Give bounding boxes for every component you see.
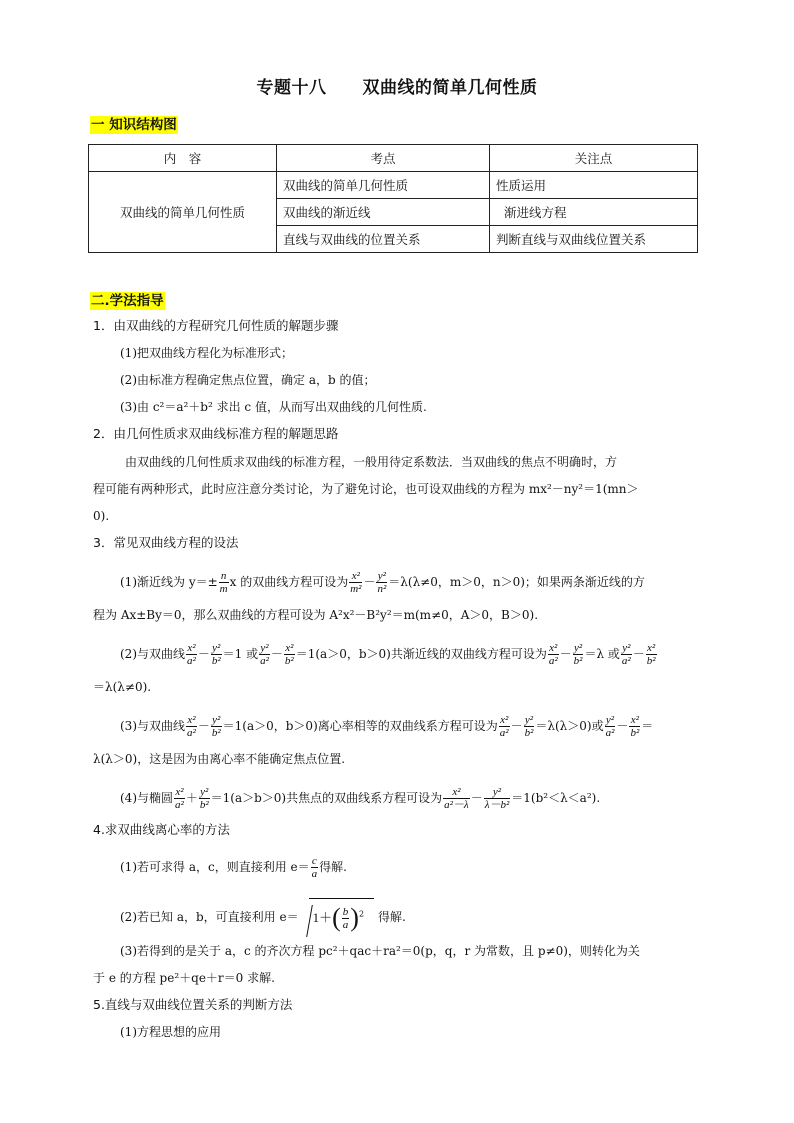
sqrt-expression: 1＋( $\frac{b}{a}$ )$^2$: [309, 898, 374, 937]
formula-line: [120, 898, 406, 937]
fraction: [311, 855, 319, 880]
formula-line: [120, 714, 653, 739]
frac-den: a: [342, 918, 349, 931]
frac-num: x²: [285, 642, 294, 654]
table-cell-point: 直线与双曲线的位置关系: [277, 226, 490, 253]
fraction: [629, 714, 640, 739]
fraction: [342, 906, 350, 931]
table-cell-focus: 判断直线与双曲线位置关系: [490, 226, 698, 253]
frac-den: b²: [646, 655, 656, 667]
section-knowledge-structure: 一 知识结构图: [91, 117, 177, 133]
frac-den: b²: [630, 727, 640, 739]
frac-den: a²－λ: [444, 799, 469, 811]
table-cell-content: 双曲线的简单几何性质: [89, 172, 277, 253]
frac-den: a²: [621, 655, 631, 667]
frac-den: a²: [548, 655, 558, 667]
section-study-guide: 二.学法指导: [91, 293, 164, 309]
frac-num: c: [311, 855, 317, 867]
text-line: 程为 Ax±By＝0，那么双曲线的方程可设为 A²x²－B²y²＝m(m≠0，A＞0，B＞0).: [93, 608, 539, 622]
frac-num: y²: [524, 714, 534, 726]
frac-num: y²: [260, 642, 269, 654]
op: －: [197, 719, 210, 733]
text-line: (1)把双曲线方程化为标准形式；: [120, 346, 293, 360]
fraction: [621, 642, 632, 667]
frac-num: x²: [630, 714, 639, 726]
text-line: (2)由标准方程确定焦点位置，确定 a，b 的值；: [120, 373, 376, 387]
frac-den: a²: [605, 727, 615, 739]
text-line: 由双曲线的几何性质求双曲线的标准方程，一般用待定系数法．当双曲线的焦点不明确时，方: [125, 455, 618, 469]
frac-den: b²: [211, 655, 221, 667]
frac-den: λ－b²: [484, 799, 510, 811]
text-part: (2)与双曲线: [120, 647, 185, 661]
frac-num: x²: [349, 570, 362, 583]
fraction: [211, 714, 222, 739]
text-part: (4)与椭圆: [120, 791, 173, 805]
text-line: (3)若得到的是关于 a，c 的齐次方程 pc²＋qac＋ra²＝0(p，q，r 为常数，且 p≠0)，则转化为关: [120, 944, 640, 958]
fraction: [443, 786, 470, 811]
formula-line: [120, 786, 600, 811]
frac-num: y²: [622, 642, 631, 654]
op: －: [270, 647, 283, 661]
frac-den: a²: [499, 727, 509, 739]
op: －: [470, 791, 483, 805]
text-part: x 的双曲线方程可设为: [229, 575, 349, 589]
fraction: [548, 642, 559, 667]
table-cell-point: 双曲线的渐近线: [277, 199, 490, 226]
fraction: [484, 786, 511, 811]
fraction: [199, 786, 210, 811]
frac-den: n²: [377, 583, 387, 595]
table-header: 内 容: [89, 145, 277, 172]
text-part: 得解.: [319, 860, 347, 874]
frac-num: y²: [377, 570, 386, 582]
frac-num: y²: [212, 642, 221, 654]
fraction: [646, 642, 657, 667]
fraction: [211, 642, 222, 667]
page-title: [0, 73, 794, 98]
formula-line: [120, 570, 645, 595]
text-part: (1)渐近线为 y＝±: [120, 575, 218, 589]
frac-num: x²: [187, 642, 196, 654]
frac-den: a²: [175, 799, 184, 811]
table-header: 关注点: [490, 145, 698, 172]
text-line: 于 e 的方程 pe²＋qe＋r＝0 求解.: [93, 971, 275, 985]
fraction: [349, 570, 362, 595]
text-line: ＝λ(λ≠0).: [93, 680, 152, 694]
fraction: [573, 642, 584, 667]
frac-den: b²: [211, 727, 221, 739]
frac-num: x²: [443, 786, 470, 799]
text-line: (3)由 c²＝a²＋b² 求出 c 值，从而写出双曲线的几何性质.: [120, 400, 427, 414]
paren: (: [332, 903, 341, 932]
op: －: [632, 647, 645, 661]
heading-1: 1．由双曲线的方程研究几何性质的解题步骤: [93, 318, 339, 333]
text-part: ＝1(b²＜λ＜a²).: [511, 791, 601, 805]
frac-den: a²: [260, 655, 269, 667]
text-part: ＝1(a＞0，b＞0)离心率相等的双曲线系方程可设为: [222, 719, 498, 733]
frac-den: b²: [284, 655, 294, 667]
frac-den: m²: [350, 583, 362, 595]
heading-4: 4.求双曲线离心率的方法: [93, 822, 230, 837]
op: －: [616, 719, 629, 733]
text-part: (1)若可求得 a，c，则直接利用 e＝: [120, 860, 310, 874]
fraction: [376, 570, 387, 595]
fraction: [499, 714, 510, 739]
frac-num: y²: [605, 714, 615, 726]
frac-num: y²: [212, 714, 221, 726]
heading-3: 3．常见双曲线方程的设法: [93, 535, 239, 550]
fraction: [605, 714, 616, 739]
text-part: ＝λ(λ≠0，m＞0，n＞0)；如果两条渐近线的方: [388, 575, 645, 589]
text-part: ＝λ 或: [584, 647, 620, 661]
heading-5: 5.直线与双曲线位置关系的判断方法: [93, 997, 293, 1012]
fraction: [259, 642, 270, 667]
fraction: [284, 642, 295, 667]
text-part: ＝1(a＞0，b＞0)共渐近线的双曲线方程可设为: [295, 647, 547, 661]
frac-den: b²: [573, 655, 583, 667]
table-cell-focus: 性质运用: [490, 172, 698, 199]
title-part1: 专题十八: [256, 78, 327, 98]
formula-line: [120, 642, 658, 667]
text-part: (2)若已知 a，b，可直接利用 e＝: [120, 910, 299, 924]
frac-den: b²: [524, 727, 534, 739]
frac-num: x²: [500, 714, 509, 726]
frac-den: b²: [199, 799, 209, 811]
table-row: [89, 172, 698, 199]
frac-num: x²: [175, 786, 184, 798]
table-header-row: [89, 145, 698, 172]
fraction: [174, 786, 185, 811]
sqrt-term: 1＋: [312, 910, 333, 925]
fraction: [524, 714, 535, 739]
fraction: [186, 642, 197, 667]
op: ＋: [185, 791, 198, 805]
frac-den: a: [311, 868, 318, 880]
frac-num: x²: [549, 642, 558, 654]
fraction: [186, 714, 197, 739]
frac-num: b: [342, 905, 349, 918]
heading-2: 2．由几何性质求双曲线标准方程的解题思路: [93, 426, 339, 441]
frac-den: a²: [187, 655, 196, 667]
title-part2: 双曲线的简单几何性质: [362, 78, 538, 98]
table-header: 考点: [277, 145, 490, 172]
text-part: 得解.: [378, 910, 406, 924]
text-line: λ(λ＞0)，这是因为由离心率不能确定焦点位置.: [93, 752, 346, 766]
paren: ): [350, 903, 359, 932]
frac-num: n: [219, 570, 229, 583]
text-part: ＝1 或: [222, 647, 259, 661]
text-line: 程可能有两种形式，此时应注意分类讨论，为了避免讨论，也可设双曲线的方程为 mx²－ny²＝1(mn＞: [93, 482, 639, 496]
text-part: ＝1(a＞b＞0)共焦点的双曲线系方程可设为: [210, 791, 443, 805]
text-line: 0).: [93, 509, 110, 523]
formula-line: [120, 855, 347, 880]
table-cell-focus: 渐进线方程: [490, 199, 698, 226]
text-part: ＝: [641, 719, 654, 733]
frac-num: x²: [187, 714, 196, 726]
frac-num: x²: [647, 642, 656, 654]
frac-num: y²: [200, 786, 209, 798]
frac-den: m: [219, 583, 228, 595]
text-part: ＝λ(λ＞0)或: [535, 719, 604, 733]
op: －: [559, 647, 572, 661]
frac-den: a²: [187, 727, 196, 739]
frac-num: y²: [573, 642, 583, 654]
text-line: (1)方程思想的应用: [120, 1025, 221, 1039]
table-cell-point: 双曲线的简单几何性质: [277, 172, 490, 199]
fraction: [219, 570, 229, 595]
frac-num: y²: [484, 786, 511, 799]
knowledge-table: [88, 144, 698, 253]
op: －: [363, 575, 376, 589]
op: －: [510, 719, 523, 733]
op: －: [197, 647, 210, 661]
text-part: (3)与双曲线: [120, 719, 185, 733]
